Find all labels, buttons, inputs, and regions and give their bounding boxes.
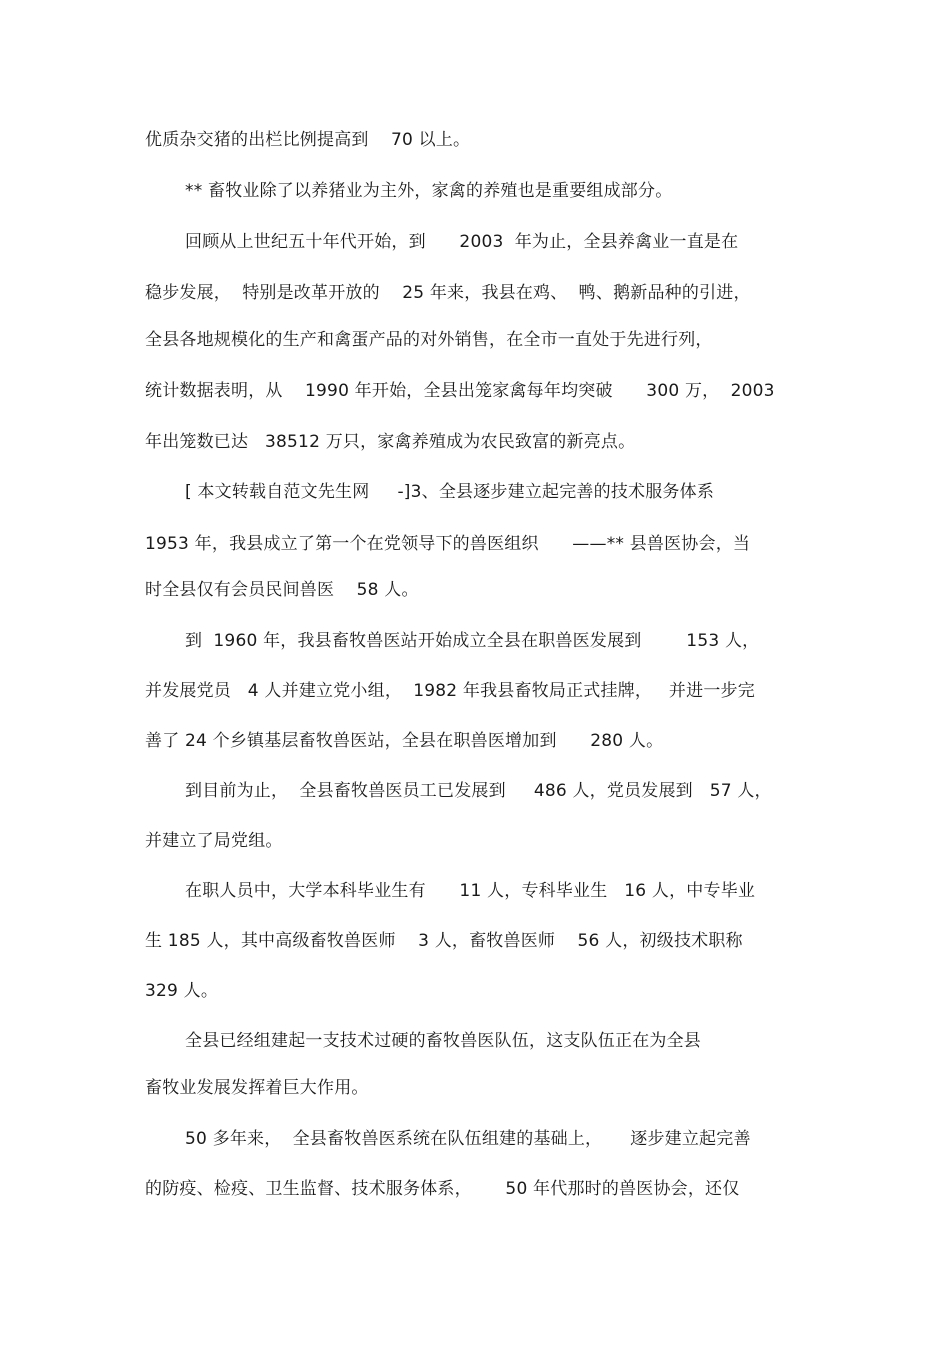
text-line: 50 多年来， 全县畜牧兽医系统在队伍组建的基础上， 逐步建立起完善 (185, 1129, 751, 1149)
text-line: 到 1960 年，我县畜牧兽医站开始成立全县在职兽医发展到 153 人， (185, 631, 760, 651)
text-line: 稳步发展， 特别是改革开放的 25 年来，我县在鸡、 鸭、鹅新品种的引进， (145, 283, 751, 303)
text-line: 1953 年，我县成立了第一个在党领导下的兽医组织 ——** 县兽医协会，当 (145, 534, 751, 554)
text-line: 统计数据表明，从 1990 年开始，全县出笼家禽每年均突破 300 万， 2003 (145, 381, 775, 401)
text-line: 生 185 人，其中高级畜牧兽医师 3 人，畜牧兽医师 56 人，初级技术职称 (145, 931, 743, 951)
text-line: 的防疫、检疫、卫生监督、技术服务体系， 50 年代那时的兽医协会，还仅 (145, 1179, 740, 1199)
text-line: 并发展党员 4 人并建立党小组， 1982 年我县畜牧局正式挂牌， 并进一步完 (145, 681, 755, 701)
text-line: 并建立了局党组。 (145, 831, 283, 851)
text-line: 善了 24 个乡镇基层畜牧兽医站，全县在职兽医增加到 280 人。 (145, 731, 664, 751)
text-line: 畜牧业发展发挥着巨大作用。 (145, 1078, 369, 1098)
text-line: 全县已经组建起一支技术过硬的畜牧兽医队伍，这支队伍正在为全县 (185, 1031, 701, 1051)
text-line: 优质杂交猪的出栏比例提高到 70 以上。 (145, 130, 471, 150)
text-line: 全县各地规模化的生产和禽蛋产品的对外销售，在全市一直处于先进行列， (145, 330, 713, 350)
text-line: 时全县仅有会员民间兽医 58 人。 (145, 580, 419, 600)
text-line: 回顾从上世纪五十年代开始，到 2003 年为止，全县养禽业一直是在 (185, 232, 739, 252)
text-line: 在职人员中，大学本科毕业生有 11 人，专科毕业生 16 人，中专毕业 (185, 881, 756, 901)
text-line: 329 人。 (145, 981, 219, 1001)
text-line: 年出笼数已达 38512 万只，家禽养殖成为农民致富的新亮点。 (145, 432, 636, 452)
text-line: ** 畜牧业除了以养猪业为主外，家禽的养殖也是重要组成部分。 (185, 181, 673, 201)
text-line: 到目前为止， 全县畜牧兽医员工已发展到 486 人，党员发展到 57 人， (185, 781, 772, 801)
text-line: [ 本文转载自范文先生网 -]3、全县逐步建立起完善的技术服务体系 (185, 482, 715, 502)
